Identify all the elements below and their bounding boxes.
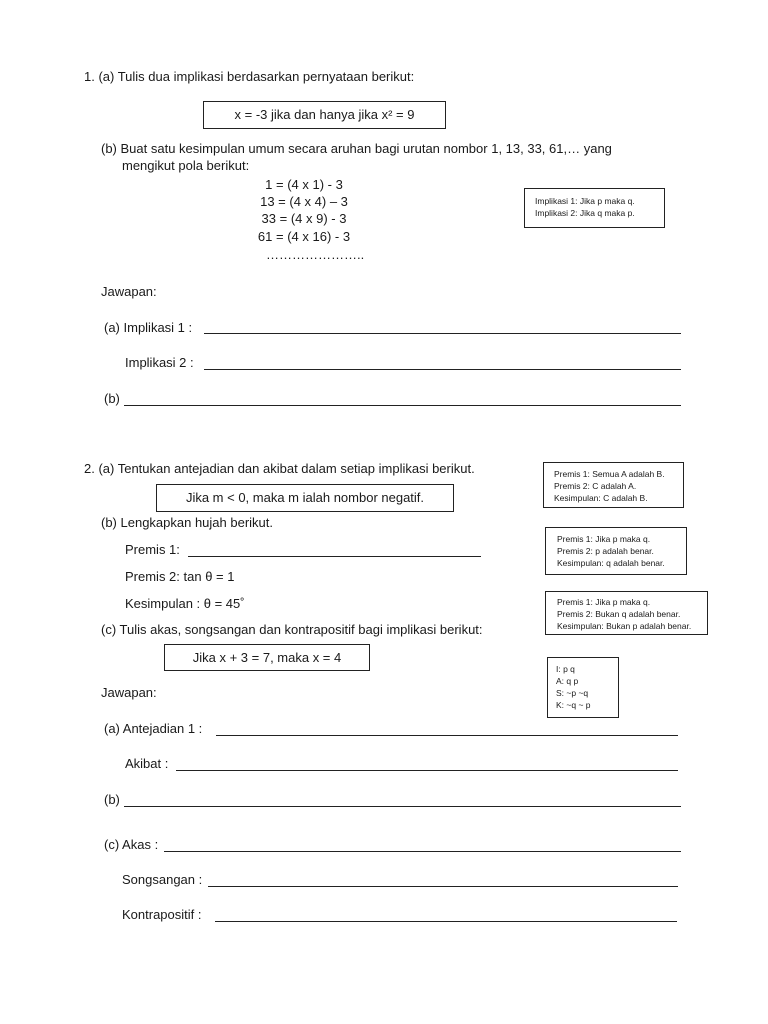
premis2: Premis 2: tan θ = 1 (125, 569, 235, 584)
q2-a-prompt: 2. (a) Tentukan antejadian dan akibat dalam setiap implikasi berikut. (84, 461, 475, 476)
q1-jawapan: Jawapan: (101, 284, 157, 299)
q2-hint1-box (543, 462, 684, 508)
q1-ans-a2-label: Implikasi 2 : (125, 355, 194, 370)
q1-statement-box (203, 101, 446, 129)
q2-ans-a1-label: (a) Antejadian 1 : (104, 721, 203, 736)
q2-ans-c1-label: (c) Akas : (104, 837, 159, 852)
q2-statement-a: Jika m < 0, maka m ialah nombor negatif. (185, 490, 425, 505)
hint-line: Kesimpulan: q adalah benar. (557, 558, 665, 568)
q2-ans-b-line[interactable] (124, 806, 681, 807)
q2-hint3-box (545, 591, 708, 635)
q1-b-prompt-2: mengikut pola berikut: (122, 158, 250, 173)
pattern-line: 13 = (4 x 4) – 3 (260, 194, 348, 209)
q2-statement-c: Jika x + 3 = 7, maka x = 4 (192, 650, 342, 665)
q2-ans-c3-label: Kontrapositif : (122, 907, 202, 922)
pattern-line: 33 = (4 x 9) - 3 (261, 211, 347, 226)
q2-c-prompt: (c) Tulis akas, songsangan dan kontrapositif bagi implikasi berikut: (101, 622, 483, 637)
q2-ans-c2-line[interactable] (208, 886, 678, 887)
q1-ans-a1-label: (a) Implikasi 1 : (104, 320, 193, 335)
hint-line: K: ~q ~ p (556, 700, 591, 710)
q2-ans-a2-label: Akibat : (125, 756, 169, 771)
q2-b-prompt: (b) Lengkapkan hujah berikut. (101, 515, 274, 530)
hint-line: Premis 1: Jika p maka q. (557, 534, 651, 544)
hint-line: Premis 2: Bukan q adalah benar. (557, 609, 681, 619)
q1-ans-a1-line[interactable] (204, 333, 681, 334)
q2-ans-c1-line[interactable] (164, 851, 681, 852)
q1-ans-b-line[interactable] (124, 405, 681, 406)
hint-line: Kesimpulan: C adalah B. (554, 493, 648, 503)
kesimpulan: Kesimpulan : θ = 45˚ (125, 596, 245, 611)
pattern-line: 61 = (4 x 16) - 3 (257, 229, 351, 244)
q1-ans-b-label: (b) (104, 391, 120, 406)
hint-line: Implikasi 1: Jika p maka q. (535, 196, 635, 206)
hint-line: A: q p (556, 676, 579, 686)
q2-ans-a2-line[interactable] (176, 770, 678, 771)
premis1-line[interactable] (188, 556, 481, 557)
q2-jawapan: Jawapan: (101, 685, 157, 700)
q2-statement-a-box (156, 484, 454, 512)
q1-a-prompt: 1. (a) Tulis dua implikasi berdasarkan pernyataan berikut: (84, 69, 415, 84)
hint-line: Premis 2: C adalah A. (554, 481, 637, 491)
q2-statement-c-box (164, 644, 370, 671)
q2-hint4-box (547, 657, 619, 718)
q1-ans-a2-line[interactable] (204, 369, 681, 370)
hint-line: I: p q (556, 664, 575, 674)
hint-line: Premis 2: p adalah benar. (557, 546, 654, 556)
q2-hint2-box (545, 527, 687, 575)
q2-ans-a1-line[interactable] (216, 735, 678, 736)
hint-line: S: ~p ~q (556, 688, 589, 698)
q2-ans-c2-label: Songsangan : (122, 872, 203, 887)
hint-line: Premis 1: Semua A adalah B. (554, 469, 665, 479)
q1-statement: x = -3 jika dan hanya jika x² = 9 (234, 107, 415, 122)
q1-b-prompt-1: (b) Buat satu kesimpulan umum secara aruhan bagi urutan nombor 1, 13, 33, 61,… yang (101, 141, 612, 156)
premis1-label: Premis 1: (125, 542, 180, 557)
q2-ans-b-label: (b) (104, 792, 120, 807)
hint-line: Implikasi 2: Jika q maka p. (535, 208, 635, 218)
q1-hint-box (524, 188, 665, 228)
hint-line: Kesimpulan: Bukan p adalah benar. (557, 621, 692, 631)
pattern-line: 1 = (4 x 1) - 3 (265, 177, 343, 192)
pattern-ellipsis: ………………….. (266, 247, 365, 262)
hint-line: Premis 1: Jika p maka q. (557, 597, 651, 607)
q2-ans-c3-line[interactable] (215, 921, 677, 922)
